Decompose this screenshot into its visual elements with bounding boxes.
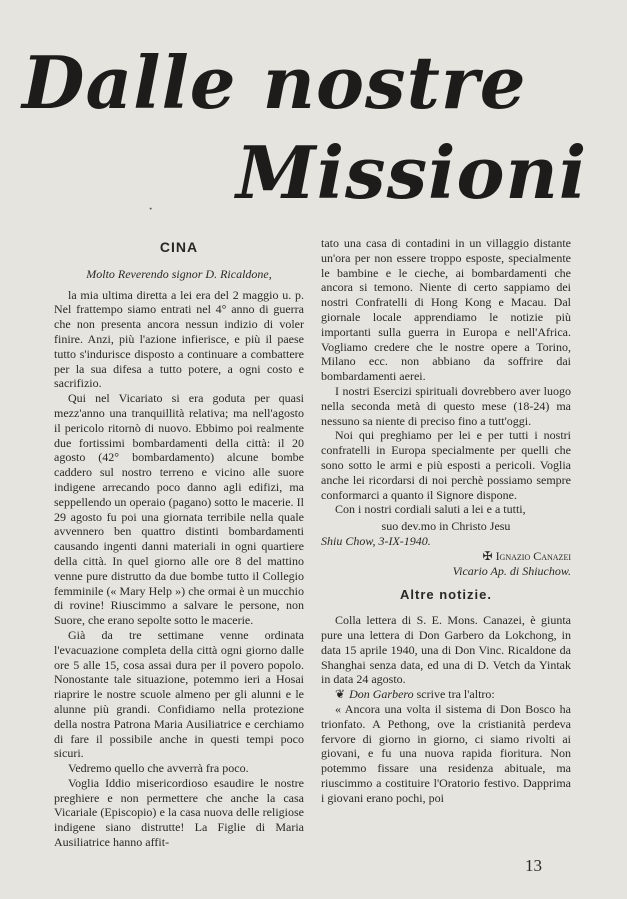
page-title-line-2: Missioni	[236, 130, 588, 215]
letter-paragraph-split: Voglia Iddio misericordioso esaudire le nostre preghiere e non permettere che anche la casa Vicariale (Episcopio) e la casa nuova delle religiose indigene siano distrutte! La Figlie di Maria Ausiliatrice hanno affit-	[54, 775, 304, 850]
garbero-verb: scrive tra l'altro:	[413, 687, 495, 702]
page-title-line-1: Dalle nostre	[22, 40, 527, 125]
letter-paragraph: I nostri Esercizi spirituali dovrebbero aver luogo nella seconda metà di questo mese (18-24) ma nessuno sa niente di preciso fino a tutt'oggi.	[321, 383, 571, 428]
signature-block	[321, 519, 571, 578]
signer-name: ✠ Ignazio Canazei	[482, 548, 571, 563]
decorative-dot: ·	[148, 201, 154, 218]
right-column	[321, 236, 571, 805]
garbero-lead	[321, 687, 571, 702]
flower-ornament-icon: ❦	[335, 687, 346, 702]
cina-heading: CINA	[159, 239, 199, 255]
altre-intro-paragraph: Colla lettera di S. E. Mons. Canazei, è giunta pure una lettera di Don Garbero da Lokchong, in data 15 aprile 1940, una di Don Vinc. Ricaldone da Shanghai senza data, ed una di D. Vetch da Yintak in data 24 agosto.	[321, 613, 571, 687]
letter-paragraph: Con i nostri cordiali saluti a lei e a tutti,	[335, 502, 526, 517]
signer-title: Vicario Ap. di Shiuchow.	[452, 563, 571, 578]
letter-paragraph: Vedremo quello che avverrà fra poco.	[68, 761, 249, 776]
left-column	[54, 236, 304, 850]
page-number: 13	[525, 856, 542, 875]
garbero-quote: « Ancora una volta il sistema di Don Bosco ha trionfato. A Pethong, ove la cristianità perdeva fervore di giorno in giorno, ci siamo rivolti ai giovani, e fu una nuova rapida fioritura. Non potemmo fissare una residenza abituale, ma riuscimmo a costituire l'Oratorio festivo. Dapprima i giovani erano pochi, poi	[321, 701, 571, 805]
altre-notizie-heading: Altre notizie.	[399, 587, 492, 603]
letter-paragraph: Qui nel Vicariato si era goduta per quasi mezz'anno una tranquillità relativa; ma nell'agosto il pericolo ritornò di nuovo. Ebbimo poi realmente due fortissimi bombardamenti della città: il 20 agosto (42° bombardamento) alcune bombe caddero sul nostro terreno e vicino alle suore indigene arrecando poco danno agli edifizi, ma seppellendo un operaio (pagano) sotto le macerie. Il 29 agosto fu poi una giornata terribile nella quale avvennero ben quattro distinti bombardamenti causando ingenti danni materiali in ogni quartiere della città. In quel giorno alle ore 8 del mattino venne pure distrutto da due bombe tutto il Collegio femminile (« Mary Help ») che ormai è un mucchio di rovine! Riuscimmo a salvare le persone, non Suore, che erano sepolte sotto le macerie.	[54, 391, 304, 628]
place-date: Shiu Chow, 3-IX-1940.	[321, 533, 431, 548]
letter-closing: suo dev.mo in Christo Jesu	[381, 519, 511, 534]
letter-paragraph-continued: tato una casa di contadini in un villaggio distante un'ora per non essere troppo esposte, specialmente le bambine e le cieche, ai bombardamenti che ancora si temono. Niente di certo sappiamo dei nostri Confratelli di Hong Kong e Macau. Dal giornale locale apprendiamo le notizie più importanti sulla guerra in Europa e nell'Africa. Vogliamo credere che le nostre opere a Torino, Milano ecc. non abbiano da soffrire dai bombardamenti aerei.	[321, 236, 571, 384]
letter-paragraph: Noi qui preghiamo per lei e per tutti i nostri confratelli in Europa specialmente per quelli che sono sotto le armi e più esposti a pericoli. Voglia anche lei ricordarsi di noi perchè possiamo sempre conformarci a quanto il Signore dispone.	[321, 428, 571, 502]
letter-paragraph: la mia ultima diretta a lei era del 2 maggio u. p. Nel frattempo siamo entrati nel 4° anno di guerra che non presenta ancora nessun indizio di voler finire. Anzi, più l'azione infierisce, e più il paese tutto s'indurisce disposto a continuare a combattere per la sua difesa a tutto potere, a ogni costo e sacrifizio.	[54, 287, 304, 391]
letter-salutation: Molto Reverendo signor D. Ricaldone,	[86, 266, 272, 281]
signer-name-text: Ignazio Canazei	[495, 548, 571, 563]
letter-paragraph: Già da tre settimane venne ordinata l'evacuazione completa della città ogni giorno dalle ore 5 alle 15, cosa assai dura per il povero popolo. Nonostante tale situazione, potemmo ieri a Hosai riaprire le nostre scuole almeno per gli alunni e le alunne più grandi. Confidiamo nella protezione della nostra Patrona Maria Ausiliatrice e cerchiamo di fare il possibile anche in questi tempi poco sicuri.	[54, 627, 304, 761]
garbero-author: Don Garbero	[349, 687, 414, 702]
